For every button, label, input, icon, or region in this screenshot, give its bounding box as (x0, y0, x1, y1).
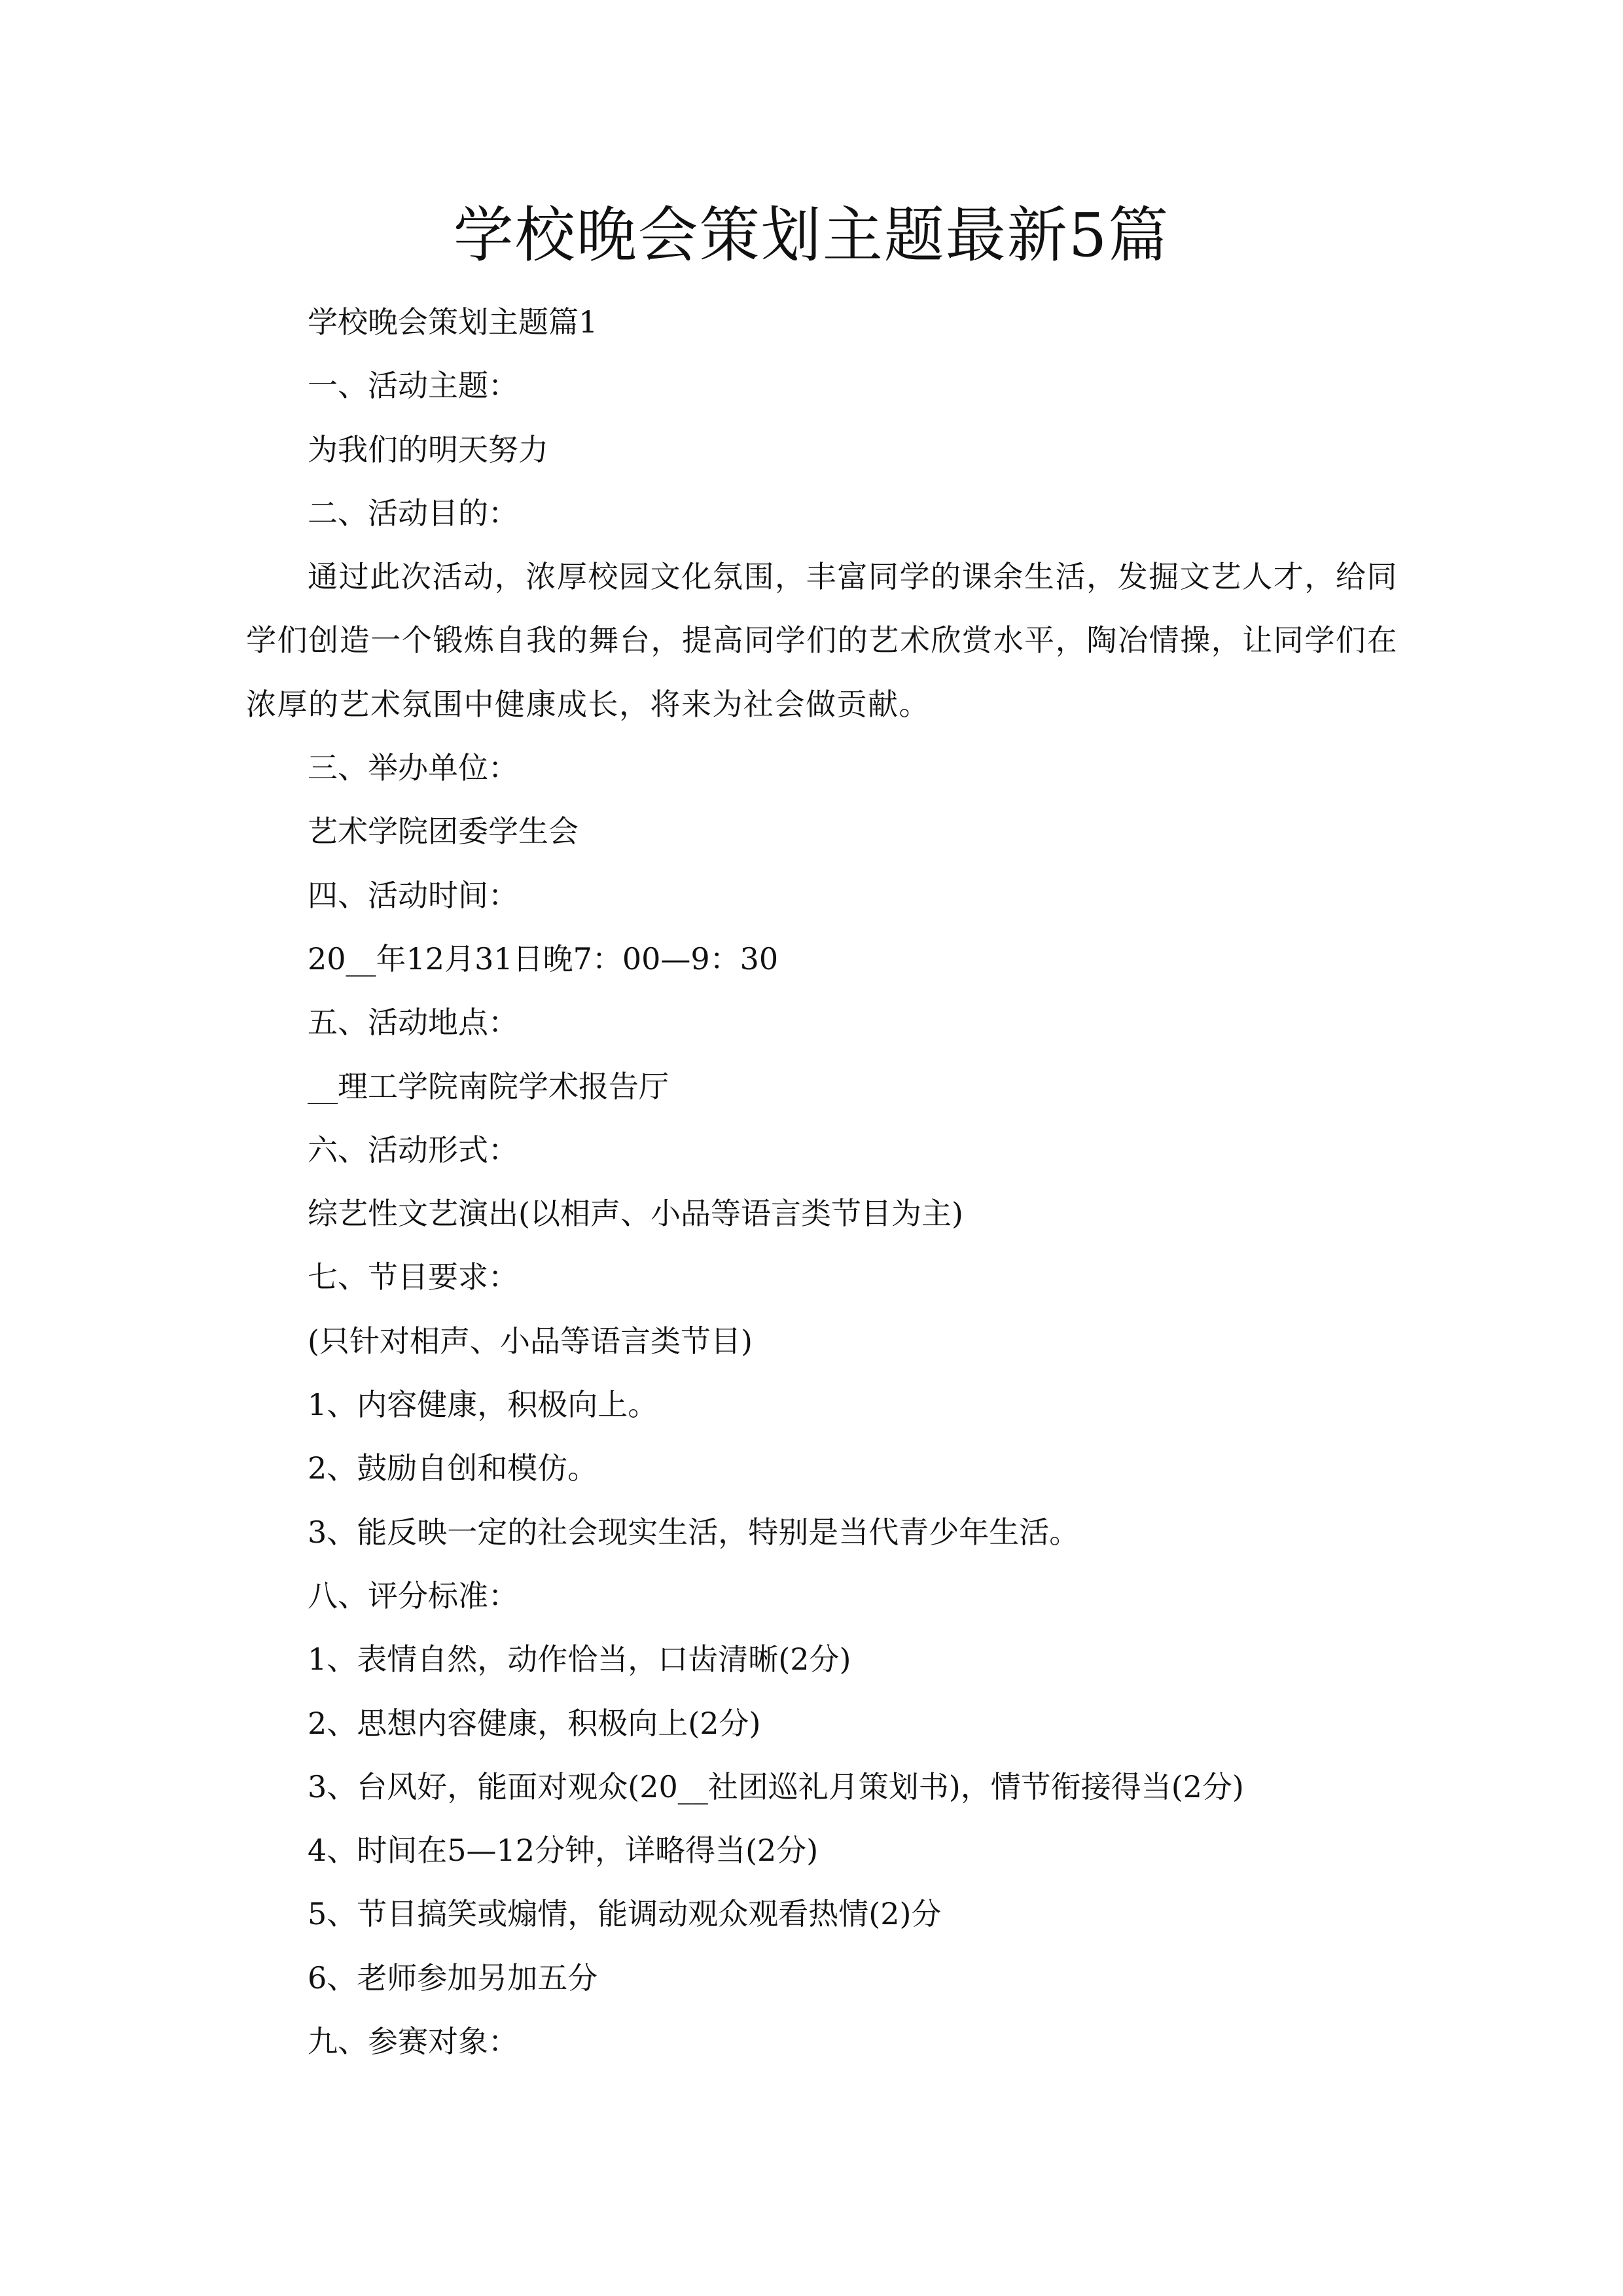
requirement-item: 3、能反映一定的社会现实生活，特别是当代青少年生活。 (308, 1514, 1080, 1550)
scoring-item: 5、节目搞笑或煽情，能调动观众观看热情(2)分 (308, 1896, 942, 1932)
heading-participants: 九、参赛对象： (308, 2024, 518, 2060)
requirement-item: 2、鼓励自创和模仿。 (308, 1450, 598, 1486)
heading-organizer: 三、举办单位： (308, 750, 518, 786)
heading-theme: 一、活动主题： (308, 368, 518, 404)
heading-scoring: 八、评分标准： (308, 1577, 518, 1613)
document-body (246, 291, 1398, 2073)
organizer-content: 艺术学院团委学生会 (308, 814, 579, 850)
document-title: 学校晚会策划主题最新5篇 (453, 200, 1170, 270)
requirements-note: (只针对相声、小品等语言类节目) (308, 1323, 753, 1359)
scoring-item: 1、表情自然，动作恰当，口齿清晰(2分) (308, 1641, 851, 1677)
theme-content: 为我们的明天努力 (308, 431, 548, 467)
scoring-item: 2、思想内容健康，积极向上(2分) (308, 1705, 761, 1741)
time-content: 20__年12月31日晚7：00—9：30 (308, 941, 779, 977)
requirement-item: 1、内容健康，积极向上。 (308, 1387, 658, 1423)
scoring-item: 4、时间在5—12分钟，详略得当(2分) (308, 1833, 819, 1869)
heading-purpose: 二、活动目的： (308, 495, 518, 531)
heading-requirements: 七、节目要求： (308, 1259, 518, 1295)
heading-format: 六、活动形式： (308, 1132, 518, 1168)
purpose-paragraph: 通过此次活动，浓厚校园文化氛围，丰富同学的课余生活，发掘文艺人才，给同学们创造一个锻炼自我的舞台，提高同学们的艺术欣赏水平，陶冶情操，让同学们在浓厚的艺术氛围中健康成长，将来为社会做贡献。 (246, 559, 1398, 722)
scoring-item: 6、老师参加另加五分 (308, 1960, 598, 1996)
heading-location: 五、活动地点： (308, 1005, 518, 1041)
scoring-item: 3、台风好，能面对观众(20__社团巡礼月策划书)，情节衔接得当(2分) (308, 1768, 1244, 1804)
section-heading: 学校晚会策划主题篇1 (308, 304, 598, 340)
location-content: __理工学院南院学术报告厅 (308, 1068, 669, 1104)
format-content: 综艺性文艺演出(以相声、小品等语言类节目为主) (308, 1196, 963, 1232)
heading-time: 四、活动时间： (308, 877, 518, 913)
